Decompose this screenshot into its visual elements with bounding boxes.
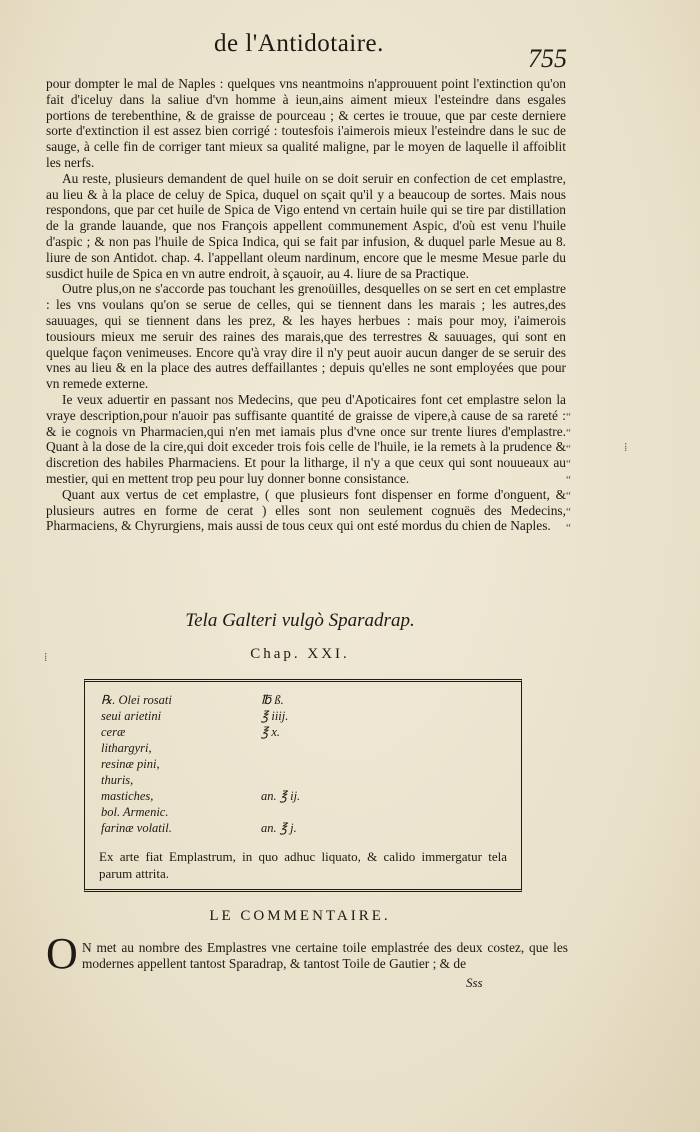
ingredient-row (101, 756, 401, 772)
ingredient-name: mastiches, (101, 789, 154, 803)
ingredient-name: farinæ volatil. (101, 821, 172, 835)
ingredient-row (101, 804, 401, 820)
ingredient-name: seui arietini (101, 709, 162, 723)
drop-cap-initial: O (46, 929, 78, 978)
ingredient-name: thuris, (101, 773, 134, 787)
paragraph: Quant aux vertus de cet emplastre, ( que plusieurs font dispenser en forme d'onguent, & plusieurs autres en forme de cerat ) elles sont non seulement cognuës des Medecins, Pharmaciens, & Chyrurgiens, mais aussi de tous ceux qui ont esté mordus du chien de Naples. (46, 486, 566, 534)
quote-mark: “ (566, 521, 571, 534)
page-number: 755 (528, 44, 567, 73)
ingredient-name: ceræ (101, 725, 126, 739)
commentary-heading: LE COMMENTAIRE. (209, 908, 391, 924)
quote-mark: “ (566, 458, 571, 471)
main-text-block (46, 76, 566, 534)
recipe-box (84, 679, 522, 892)
chapter-label: Chap. XXI. (250, 646, 350, 662)
ingredient-name: bol. Armenic. (101, 805, 169, 819)
paragraph: pour dompter le mal de Naples : quelques vns neantmoins n'approuuent point l'extinction qu'on fait d'iceluy dans la saliue d'vn homme à ieun,ains aiment mieux l'esteindre dans esgales portions de terebenthine, & de graisse de pourceau ; & certes ie trouue, que par ceste derniere sorte d'extinction il est assez bien corrigé : toutesfois i'aimerois mieux l'esteindre dans le suc de sauge, à celle fin de corriger tant mieux sa qualité maligne, par le moyen de laquelle il affoiblit les nerfs. (46, 76, 566, 170)
quote-mark: “ (566, 442, 571, 455)
ingredient-list (101, 692, 401, 836)
ingredient-row (101, 724, 401, 740)
ingredient-quantity: an. ℥ ij. (261, 789, 301, 803)
ingredient-row (101, 740, 401, 756)
ingredient-row (101, 692, 401, 708)
quote-mark: “ (566, 474, 571, 487)
recipe-title: Tela Galteri vulgò Sparadrap. (185, 610, 415, 631)
margin-bracket-mark: ⁞ (44, 650, 48, 664)
ingredient-row (101, 772, 401, 788)
ingredient-name: resinæ pini, (101, 757, 160, 771)
catchword: Sss (466, 975, 483, 990)
quote-mark: “ (566, 411, 571, 423)
ingredient-quantity: an. ℥ j. (261, 821, 297, 835)
paragraph: Au reste, plusieurs demandent de quel huile on se doit seruir en confection de cet emplastre, au lieu & à la place de celuy de Spica, duquel on sçait qu'il y a beaucoup de sortes. Mais nous respondons, que par cet huile de Spica de Vigo entend vn certain huile qui se tire par distillation de la grande lauande, que nos François appellent communement Aspic, d'où est venu l'huile d'aspic ; & non pas l'huile de Spica Indica, qui se fait par infusion, & duquel parle Mesue au 8. liure de son Antidot. chap. 4. l'appellant oleum nardinum, encore que le mesme Mesue parle du susdict huile de Spica en vn autre endroit, à sçauoir, au 4. liure de sa Practique. (46, 170, 566, 281)
quote-mark: “ (566, 505, 571, 518)
margin-bracket-mark: ⁞ (624, 440, 628, 454)
recipe-instruction: Ex arte fiat Emplastrum, in quo adhuc liquato, & calido immergatur tela parum attrita. (99, 849, 507, 881)
ingredient-quantity: ℥ iiij. (261, 709, 289, 723)
running-head: de l'Antidotaire. (214, 30, 384, 57)
margin-quote-marks (566, 410, 580, 536)
ingredient-quantity: ℥ x. (261, 725, 281, 739)
ingredient-row (101, 820, 401, 836)
ingredient-row (101, 788, 401, 804)
quote-mark: “ (566, 426, 571, 439)
commentary-text: N met au nombre des Emplastres vne certaine toile emplastrée des deux costez, que les modernes appellent tantost Sparadrap, & tantost Toile de Gautier ; & de (82, 940, 568, 971)
ingredient-name: ℞. Olei rosati (101, 693, 172, 707)
ingredient-row (101, 708, 401, 724)
paragraph: Ie veux aduertir en passant nos Medecins, que peu d'Apoticaires font cet emplastre selon la vraye description,pour n'auoir pas suffisante quantité de graisse de vipere,à cause de sa rareté : & ie cognois vn Pharmacien,qui n'en met iamais plus d'vne once sur trente liures d'emplastre. Quant à la dose de la cire,qui doit exceder trois fois celle de l'huile, ie la remets à la prudence & discretion des habiles Pharmaciens. Et pour la litharge, il n'y a que ceux qui sont nouueaux au mestier, qui en mettent trop peu pour luy donner bonne consistance. (46, 391, 566, 486)
paragraph: Outre plus,on ne s'accorde pas touchant les grenoüilles, desquelles on se sert en cet emplastre : les vns voulans qu'on se serue de celles, qui se tiennent dans les marais ; les autres,des sauuages, qui se tiennent dans les prez, & les hayes herbues : mais pour moy, i'aimerois tousiours mieux me seruir des raines des marais,que des terrestres & sauuages, qui sont en quelque façon venimeuses. Encore qu'à vray dire il n'y peut auoir aucun danger de se seruir des vnes au lieu & en la place des autres deffaillantes ; depuis qu'elles ne sont employées que pour vn remede externe. (46, 281, 566, 392)
ingredient-name: lithargyri, (101, 741, 152, 755)
ingredient-quantity: ℔ ß. (261, 693, 284, 707)
quote-mark: “ (566, 489, 571, 502)
